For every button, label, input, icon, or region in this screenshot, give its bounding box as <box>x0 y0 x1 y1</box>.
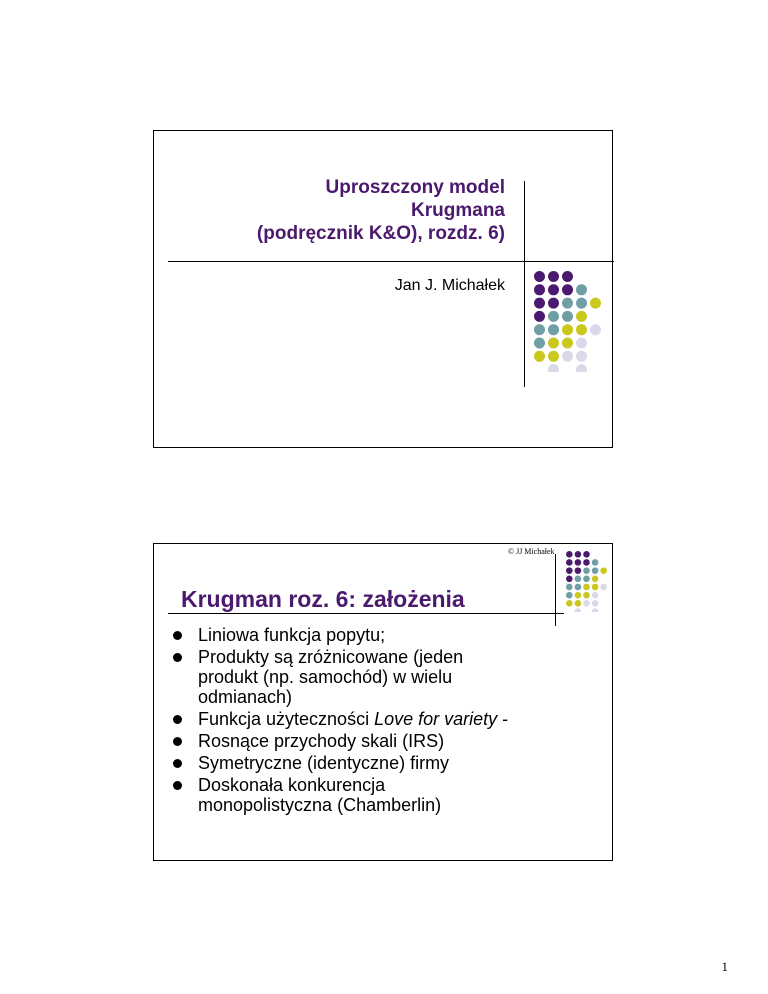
decorative-dot <box>576 298 587 309</box>
decorative-dot <box>548 298 559 309</box>
decorative-dot <box>583 592 590 599</box>
decorative-dot <box>583 559 590 566</box>
decorative-dot <box>583 567 590 574</box>
slide-2-vertical-rule <box>555 554 556 626</box>
title-line-2: Krugmana <box>411 200 505 221</box>
assumption-list <box>170 625 600 817</box>
decorative-dot <box>562 324 573 335</box>
decorative-dot <box>576 364 587 372</box>
decorative-dot <box>566 559 573 566</box>
bullet-dot-icon <box>173 781 182 790</box>
slide-2 <box>153 543 613 861</box>
list-item: Doskonała konkurencja monopolistyczna (Chamberlin) <box>170 775 600 815</box>
list-item: Rosnące przychody skali (IRS) <box>170 731 600 751</box>
decorative-dot <box>576 284 587 295</box>
decorative-dot <box>566 567 573 574</box>
decorative-dot <box>576 338 587 349</box>
decorative-dot <box>548 284 559 295</box>
decorative-dot <box>548 338 559 349</box>
slide-1 <box>153 130 613 448</box>
decorative-dot <box>592 576 599 583</box>
list-item: Produkty są zróżnicowane (jeden produkt (np. samochód) w wielu odmianach) <box>170 647 600 707</box>
bullet-dot-icon <box>173 715 182 724</box>
decorative-dot <box>548 311 559 322</box>
slide-1-author: Jan J. Michałek <box>394 277 505 294</box>
decorative-dot <box>566 584 573 591</box>
decorative-dot <box>566 600 573 607</box>
decorative-dot <box>592 592 599 599</box>
decorative-dot <box>548 351 559 362</box>
slide-2-title: Krugman roz. 6: założenia <box>181 586 465 612</box>
decorative-dot <box>575 592 582 599</box>
decorative-dot <box>566 592 573 599</box>
decorative-dot <box>562 338 573 349</box>
decorative-dot <box>548 271 559 282</box>
decorative-dot <box>562 311 573 322</box>
list-item: Funkcja użyteczności Love for variety - <box>170 709 600 729</box>
decorative-dot <box>575 600 582 607</box>
decorative-dot <box>575 576 582 583</box>
decorative-dot <box>575 567 582 574</box>
slide-1-horizontal-rule <box>168 261 614 262</box>
decorative-dot <box>583 584 590 591</box>
title-line-1: Uproszczony model <box>325 177 505 198</box>
decorative-dot <box>575 559 582 566</box>
decorative-dot <box>562 271 573 282</box>
slide-1-vertical-rule <box>524 181 525 387</box>
list-item: Symetryczne (identyczne) firmy <box>170 753 600 773</box>
decorative-dot <box>566 576 573 583</box>
decorative-dot <box>592 559 599 566</box>
slide-2-horizontal-rule <box>168 613 564 614</box>
decorative-dot <box>566 551 573 558</box>
bullet-dot-icon <box>173 737 182 746</box>
title-line-3: (podręcznik K&O), rozdz. 6) <box>256 223 505 244</box>
decorative-dot <box>592 608 599 612</box>
decorative-dot <box>583 551 590 558</box>
decorative-dot <box>576 351 587 362</box>
page-number: 1 <box>721 959 728 974</box>
decorative-dot <box>592 600 599 607</box>
decorative-dot <box>600 567 607 574</box>
copyright-note: © JJ Michałek <box>508 547 555 556</box>
decorative-dot <box>592 584 599 591</box>
decorative-dot <box>583 600 590 607</box>
decorative-dot <box>534 351 545 362</box>
decorative-dot <box>548 324 559 335</box>
slide-1-title <box>257 176 505 245</box>
decorative-dot <box>562 284 573 295</box>
decorative-dots-large <box>533 270 605 372</box>
decorative-dot <box>548 364 559 372</box>
decorative-dot <box>583 576 590 583</box>
decorative-dot <box>534 298 545 309</box>
decorative-dot <box>575 608 582 612</box>
decorative-dot <box>575 551 582 558</box>
love-for-variety-term: Love for variety <box>374 709 498 729</box>
bullet-dot-icon <box>173 759 182 768</box>
decorative-dot <box>534 284 545 295</box>
decorative-dot <box>590 324 601 335</box>
decorative-dots-small <box>565 550 611 612</box>
decorative-dot <box>534 324 545 335</box>
bullet-dot-icon <box>173 653 182 662</box>
decorative-dot <box>576 311 587 322</box>
decorative-dot <box>534 271 545 282</box>
decorative-dot <box>576 324 587 335</box>
decorative-dot <box>575 584 582 591</box>
decorative-dot <box>600 584 607 591</box>
decorative-dot <box>590 298 601 309</box>
decorative-dot <box>562 298 573 309</box>
list-item: Liniowa funkcja popytu; <box>170 625 600 645</box>
decorative-dot <box>534 311 545 322</box>
bullet-dot-icon <box>173 631 182 640</box>
decorative-dot <box>534 338 545 349</box>
decorative-dot <box>592 567 599 574</box>
decorative-dot <box>562 351 573 362</box>
